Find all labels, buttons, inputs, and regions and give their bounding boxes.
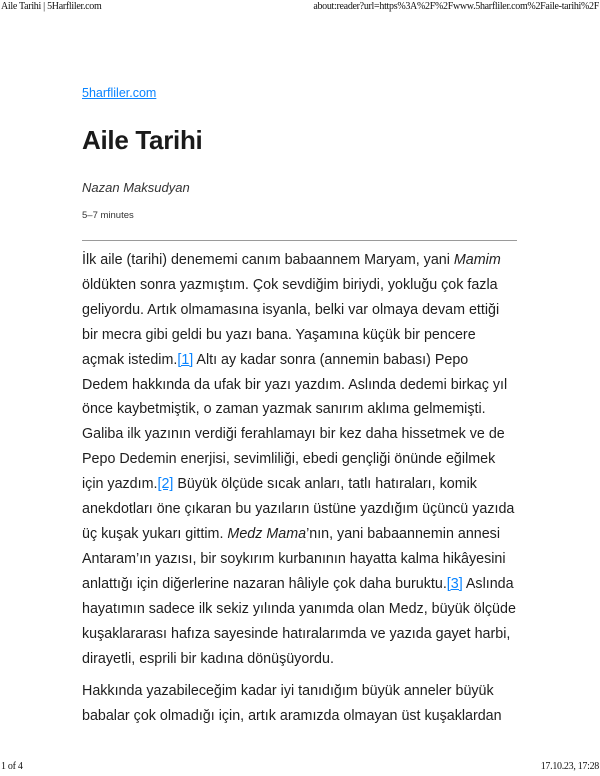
page-number: 1 of 4 xyxy=(1,761,23,772)
paragraph xyxy=(82,248,518,671)
footnote-link[interactable]: [1] xyxy=(177,351,194,368)
emphasis-text: Mamim xyxy=(453,252,501,268)
article-title: Aile Tarihi xyxy=(82,125,203,155)
paragraph-text: öldükten sonra yazmıştım. Çok sevdiğim biriydi, yokluğu çok fazla geliyordu. Artık olmamasına isyanla, belki var olmaya devam ettiği bir mecra gibi geldi bu yazı bana. Yaşamına küçük bir pencere açmak istedim. xyxy=(82,276,500,368)
paragraph-text: Hakkında yazabileceğim kadar iyi tanıdığım büyük anneler büyük babalar çok olmadığı için, artık aramızda olmayan üst kuşaklardan xyxy=(82,683,502,725)
footnote-link[interactable]: [2] xyxy=(157,476,174,493)
print-header-url: about:reader?url=https%3A%2F%2Fwww.5harfliler.com%2Faile-tarihi%2F xyxy=(313,1,599,12)
paragraph xyxy=(82,679,518,729)
article-content xyxy=(82,248,518,737)
paragraph-text: Büyük ölçüde sıcak anları, tatlı hatıraları, komik anekdotları öne çıkaran bu yazıların üstüne yazdığım üçüncü yazıda üç kuşak yukarı gittim. xyxy=(82,476,515,542)
paragraph-text: Aslında hayatımın sadece ilk sekiz yılında yanımda olan Medz, büyük ölçüde kuşaklararası hafıza sayesinde hatıralarımda ve yazıda gayet harbi, dirayetli, esprili bir kadına dönüşüyordu. xyxy=(82,575,516,667)
print-footer xyxy=(0,761,600,775)
emphasis-text: Medz Mama xyxy=(227,525,307,542)
article-byline: Nazan Maksudyan xyxy=(82,180,190,195)
reading-time: 5–7 minutes xyxy=(82,210,134,221)
print-header-title: Aile Tarihi | 5Harfliler.com xyxy=(1,1,102,12)
site-link[interactable]: 5harfliler.com xyxy=(82,86,157,100)
print-timestamp: 17.10.23, 17:28 xyxy=(540,761,599,772)
paragraph-text: İlk aile (tarihi) denememi canım babaannem Maryam, yani xyxy=(82,252,454,268)
reader-article xyxy=(82,84,518,725)
paragraph-text: Altı ay kadar sonra (annemin babası) Pepo Dedem hakkında da ufak bir yazı yazdım. Aslında dedemi birkaç yıl önce kaybetmiştik, o zaman yazmak sanırım aklıma gelmemişti. Galiba ilk yazının verdiği ferahlamayı bir kez daha hissetmek ve de Pepo Dedemin enerjisi, sevimliliği, ebedi gençliği önünde eğilmek için yazdım. xyxy=(82,351,508,493)
paragraph-text: ’nın, yani babaannemin annesi Antaram’ın yazısı, bir soykırım kurbanının hayatta kalma hikâyesini anlattığı için diğerlerine nazaran hâliyle çok daha buruktu. xyxy=(82,525,506,592)
header-divider xyxy=(82,240,517,241)
footnote-link[interactable]: [3] xyxy=(446,575,463,592)
print-header xyxy=(0,1,600,15)
